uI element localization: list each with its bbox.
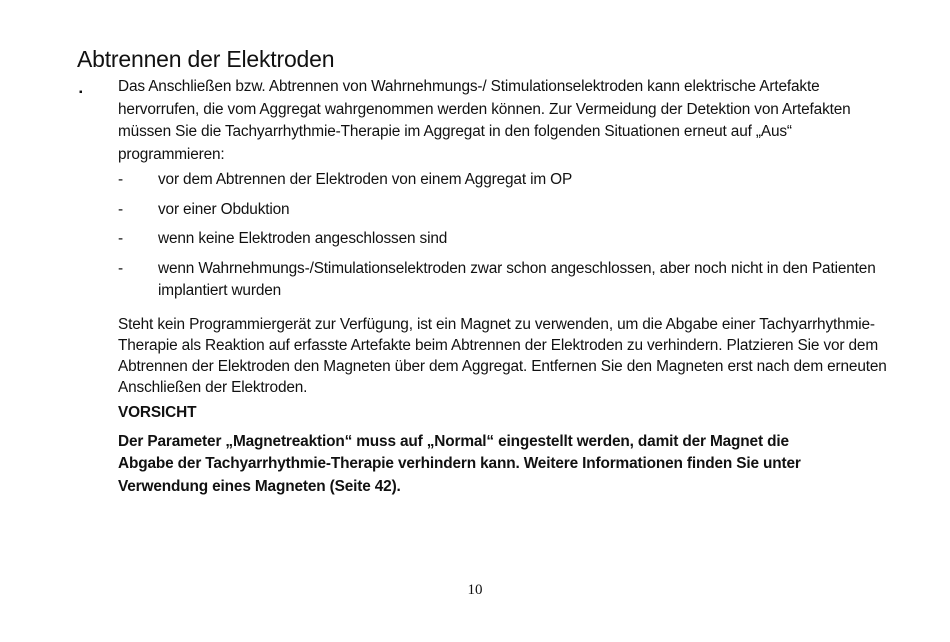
list-item-text: wenn keine Elektroden angeschlossen sind [158,230,448,247]
list-item-text: wenn Wahrnehmungs-/Stimulationselektroden zwar schon angeschlossen, aber noch nicht in den Patienten implantiert wurden [158,259,876,299]
list-item-text: vor einer Obduktion [158,200,290,218]
dash-marker: - [118,259,123,277]
magnet-paragraph: Steht kein Programmiergerät zur Verfügung, ist ein Magnet zu verwenden, um die Abgabe einer Tachyarrhythmie-Therapie als Reaktion auf erfasste Artefakte beim Abtrennen der Elektroden zu verhindern. Platzieren Sie vor dem Abtrennen der Elektroden den Magneten über dem Aggregat. Entfernen Sie den Magneten erst nach dem erneuten Anschließen der Elektroden. [118,315,887,396]
caution-text: Der Parameter „Magnetreaktion“ muss auf „Normal“ eingestellt werden, damit der Magnet die Abgabe der Tachyarrhythmie-Therapie verhindern kann. Weitere Informationen finden Sie unter Verwendung eines Magneten (Seite 42). [118,432,801,495]
list-item-text: vor dem Abtrennen der Elektroden von einem Aggregat im OP [158,171,573,188]
section-heading: Abtrennen der Elektroden [77,46,335,72]
intro-paragraph: Das Anschließen bzw. Abtrennen von Wahrnehmungs-/ Stimulationselektroden kann elektrische Artefakte hervorrufen, die vom Aggregat wahrgenommen werden können. Zur Vermeidung der Detektion von Artefakten müssen Sie die Tachyarrhythmie-Therapie im Aggregat in den folgenden Situationen erneut auf „Aus“ programmieren: [118,78,851,163]
list-item [118,258,888,302]
list-item [118,228,888,250]
caution-label: VORSICHT [118,403,197,421]
dash-marker: - [118,230,123,247]
square-bullet-icon: ▪ [79,87,83,98]
dash-marker: - [118,171,123,188]
list-item [118,199,888,221]
list-item [118,169,888,191]
page-number: 10 [467,582,483,598]
dash-marker: - [118,200,123,218]
section-body [118,76,888,498]
situation-list [118,169,888,302]
